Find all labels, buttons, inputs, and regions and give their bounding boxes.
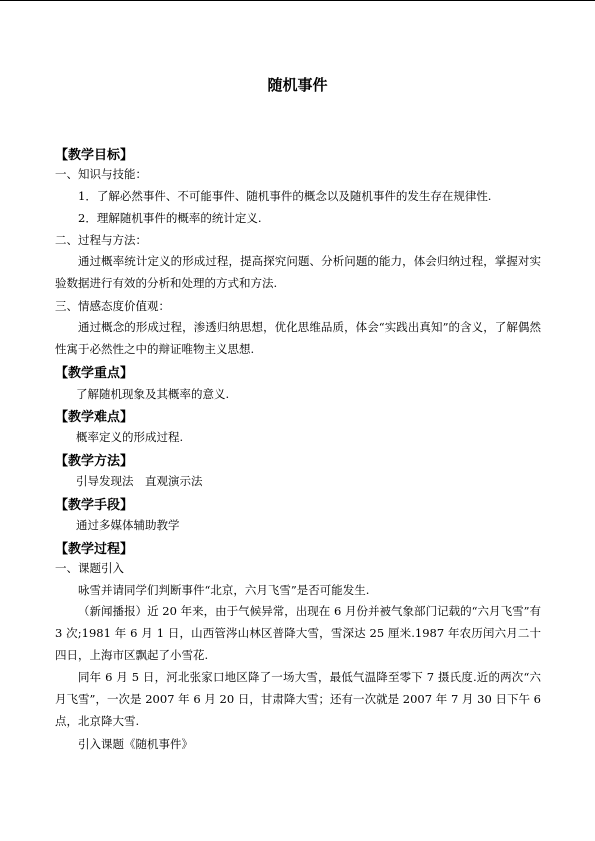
teaching-methods-text: 引导发现法 直观演示法 xyxy=(76,474,203,488)
introduce-topic-line: 引入课题《随机事件》 xyxy=(78,737,193,751)
snow-events-paragraph: 同年 6 月 5 日，河北张家口地区降了一场大雪，最低气温降至零下 7 摄氏度.近的两次“六月飞雪”，一次是 2007 年 6 月 20 日，甘肃降大雪；还有一次就是 2007 年 7 月 30 日下午 6 点，北京降大雪. xyxy=(55,670,541,728)
heading-difficult-points: 【教学难点】 xyxy=(55,410,134,425)
section-emotion-values: 三、情感态度价值观： xyxy=(55,299,170,313)
intro-question: 咏雪并请同学们判断事件“北京，六月飞雪”是否可能发生. xyxy=(78,583,370,597)
heading-teaching-methods: 【教学方法】 xyxy=(55,454,134,469)
heading-teaching-means: 【教学手段】 xyxy=(55,498,134,513)
page-title: 随机事件 xyxy=(267,76,328,94)
teaching-means-text: 通过多媒体辅助教学 xyxy=(76,518,180,532)
goal-item-1: 1．了解必然事件、不可能事件、随机事件的概念以及随机事件的发生存在规律性. xyxy=(78,189,492,203)
heading-teaching-goals: 【教学目标】 xyxy=(55,148,134,163)
news-report-paragraph: （新闻播报）近 20 年来，由于气候异常，出现在 6 月份并被气象部门记载的“六月飞雪”有 3 次;1981 年 6 月 1 日，山西管涔山林区普降大雪，雪深达 25 厘米.1987 年农历闰六月二十四日，上海市区飘起了小雪花. xyxy=(55,604,541,662)
process-method-paragraph: 通过概率统计定义的形成过程，提高探究问题、分析问题的能力，体会归纳过程，掌握对实验数据进行有效的分析和处理的方式和方法. xyxy=(55,254,541,290)
difficult-points-text: 概率定义的形成过程. xyxy=(76,430,184,444)
section-topic-intro: 一、课题引入 xyxy=(55,561,124,575)
heading-key-points: 【教学重点】 xyxy=(55,366,134,381)
key-points-text: 了解随机现象及其概率的意义. xyxy=(76,387,230,401)
section-process-method: 二、过程与方法： xyxy=(55,233,147,247)
goal-item-2: 2．理解随机事件的概率的统计定义. xyxy=(78,211,262,225)
emotion-values-paragraph: 通过概念的形成过程，渗透归纳思想，优化思维品质，体会“实践出真知”的含义，了解偶然性寓于必然性之中的辩证唯物主义思想. xyxy=(55,320,541,356)
section-knowledge-skills: 一、知识与技能： xyxy=(55,167,147,181)
heading-teaching-process: 【教学过程】 xyxy=(55,542,134,557)
